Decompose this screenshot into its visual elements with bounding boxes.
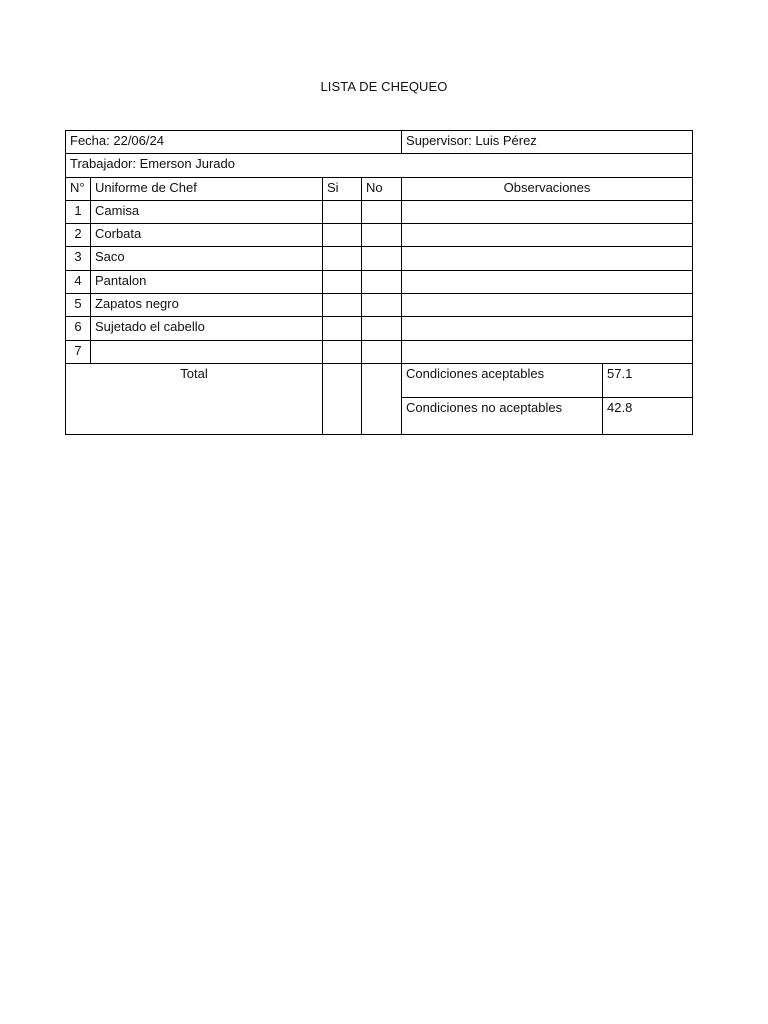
aceptables-value: 57.1 <box>603 363 693 397</box>
item-no-cell <box>362 200 402 223</box>
item-name: Zapatos negro <box>91 294 323 317</box>
item-si-cell <box>323 247 362 270</box>
column-header-si: Si <box>323 177 362 200</box>
item-no-cell <box>362 270 402 293</box>
column-header-observaciones: Observaciones <box>402 177 693 200</box>
header-row-worker <box>66 154 693 177</box>
item-name: Saco <box>91 247 323 270</box>
table-row <box>66 294 693 317</box>
table-row <box>66 247 693 270</box>
table-row <box>66 224 693 247</box>
table-row <box>66 200 693 223</box>
header-row-date <box>66 131 693 154</box>
item-observaciones-cell <box>402 294 693 317</box>
item-observaciones-cell <box>402 340 693 363</box>
item-observaciones-cell <box>402 247 693 270</box>
no-aceptables-value: 42.8 <box>603 397 693 434</box>
item-number: 3 <box>66 247 91 270</box>
item-si-cell <box>323 224 362 247</box>
item-name: Pantalon <box>91 270 323 293</box>
total-no-cell <box>362 363 402 434</box>
item-number: 5 <box>66 294 91 317</box>
checklist-table <box>65 130 693 435</box>
item-no-cell <box>362 247 402 270</box>
table-row <box>66 270 693 293</box>
item-number: 6 <box>66 317 91 340</box>
item-no-cell <box>362 340 402 363</box>
item-number: 2 <box>66 224 91 247</box>
item-observaciones-cell <box>402 270 693 293</box>
item-si-cell <box>323 200 362 223</box>
totals-row <box>66 363 693 397</box>
total-si-cell <box>323 363 362 434</box>
item-no-cell <box>362 294 402 317</box>
item-name: Camisa <box>91 200 323 223</box>
column-header-uniforme: Uniforme de Chef <box>91 177 323 200</box>
aceptables-label: Condiciones aceptables <box>402 363 603 397</box>
no-aceptables-label: Condiciones no aceptables <box>402 397 603 434</box>
item-observaciones-cell <box>402 224 693 247</box>
item-no-cell <box>362 224 402 247</box>
document-title: LISTA DE CHEQUEO <box>320 79 448 94</box>
supervisor-cell: Supervisor: Luis Pérez <box>402 131 693 154</box>
item-no-cell <box>362 317 402 340</box>
column-header-no: No <box>362 177 402 200</box>
item-name: Sujetado el cabello <box>91 317 323 340</box>
item-observaciones-cell <box>402 200 693 223</box>
item-number: 7 <box>66 340 91 363</box>
item-observaciones-cell <box>402 317 693 340</box>
item-number: 1 <box>66 200 91 223</box>
table-row <box>66 340 693 363</box>
item-si-cell <box>323 340 362 363</box>
table-row <box>66 317 693 340</box>
total-label: Total <box>66 363 323 434</box>
item-number: 4 <box>66 270 91 293</box>
trabajador-cell: Trabajador: Emerson Jurado <box>66 154 693 177</box>
item-name <box>91 340 323 363</box>
item-si-cell <box>323 294 362 317</box>
item-si-cell <box>323 270 362 293</box>
column-header-numero: N° <box>66 177 91 200</box>
item-si-cell <box>323 317 362 340</box>
item-name: Corbata <box>91 224 323 247</box>
column-header-row <box>66 177 693 200</box>
fecha-cell: Fecha: 22/06/24 <box>66 131 402 154</box>
